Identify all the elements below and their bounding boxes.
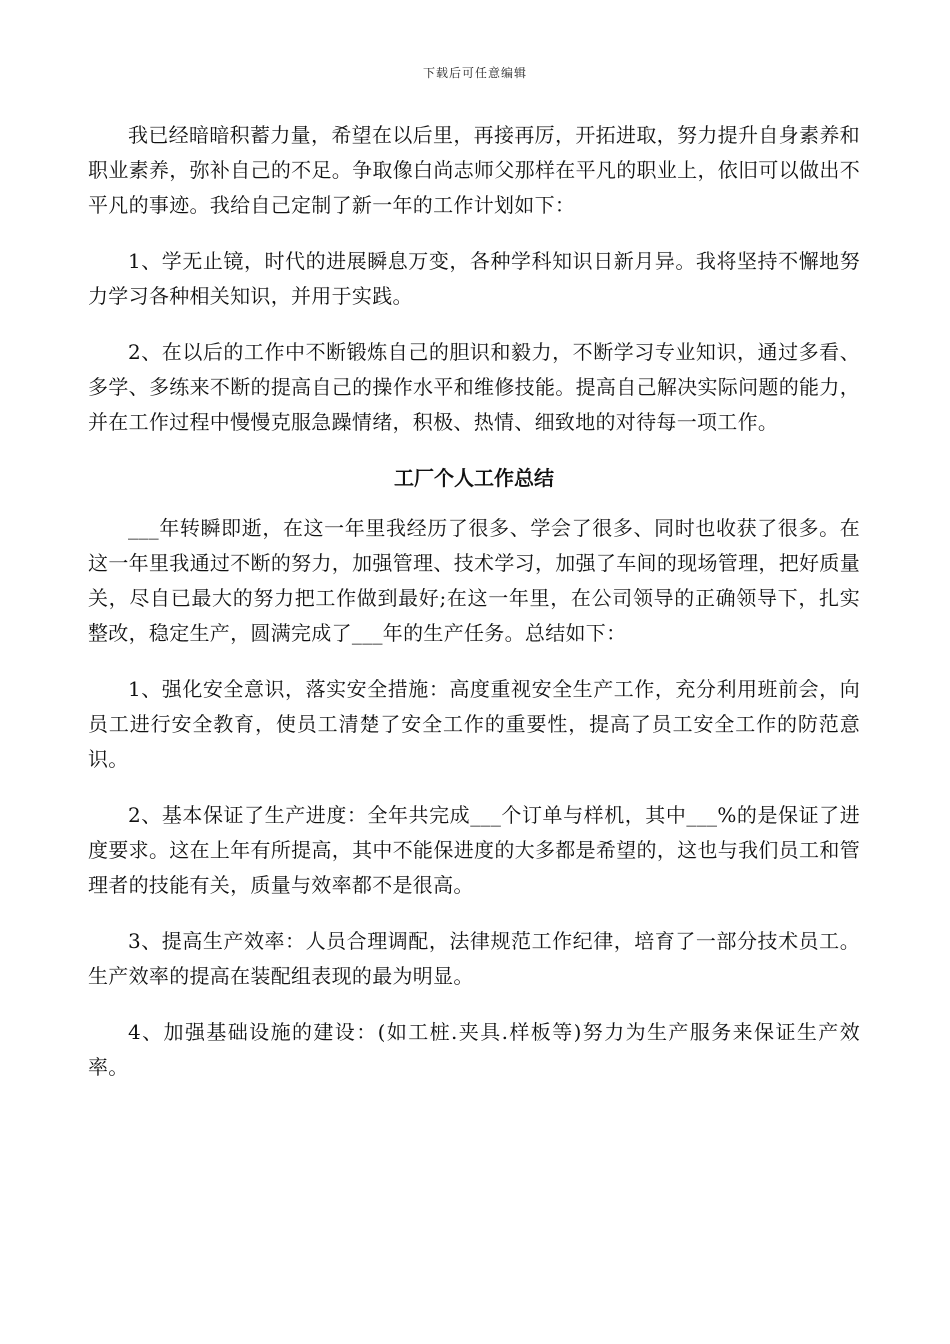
- paragraph-summary-intro: ___年转瞬即逝，在这一年里我经历了很多、学会了很多、同时也收获了很多。在这一年里我通过不断的努力，加强管理、技术学习，加强了车间的现场管理，把好质量关，尽自已最大的努力把工作做到最好;在这一年里，在公司领导的正确领导下，扎实整改，稳定生产，圆满完成了___年的生产任务。总结如下：: [88, 516, 860, 645]
- section-title: 工厂个人工作总结: [394, 466, 554, 490]
- page-header: 下载后可任意编辑: [422, 66, 527, 80]
- paragraph-plan-item-1: 1、学无止镜，时代的进展瞬息万变，各种学科知识日新月异。我将坚持不懈地努力学习各种相关知识，并用于实践。: [88, 249, 860, 308]
- paragraph-summary-item-2: 2、基本保证了生产进度：全年共完成___个订单与样机，其中___%的是保证了进度要求。这在上年有所提高，其中不能保进度的大多都是希望的，这也与我们员工和管理者的技能有关，质量与效率都不是很高。: [88, 803, 860, 897]
- paragraph-plan-item-2: 2、在以后的工作中不断锻炼自己的胆识和毅力，不断学习专业知识，通过多看、多学、多练来不断的提高自己的操作水平和维修技能。提高自己解决实际问题的能力，并在工作过程中慢慢克服急躁情绪，积极、热情、细致地的对待每一项工作。: [88, 340, 860, 434]
- paragraph-summary-item-3: 3、提高生产效率：人员合理调配，法律规范工作纪律，培育了一部分技术员工。生产效率的提高在装配组表现的最为明显。: [88, 929, 860, 988]
- paragraph-summary-item-1: 1、强化安全意识，落实安全措施：高度重视安全生产工作，充分利用班前会，向员工进行安全教育，使员工清楚了安全工作的重要性，提高了员工安全工作的防范意识。: [88, 677, 860, 771]
- paragraph-summary-item-4: 4、加强基础设施的建设：(如工桩.夹具.样板等)努力为生产服务来保证生产效率。: [88, 1020, 860, 1079]
- paragraph-plan-intro: 我已经暗暗积蓄力量，希望在以后里，再接再厉，开拓进取，努力提升自身素养和职业素养，弥补自己的不足。争取像白尚志师父那样在平凡的职业上，依旧可以做出不平凡的事迹。我给自己定制了新一年的工作计划如下：: [88, 123, 860, 217]
- document-body: [88, 118, 860, 1106]
